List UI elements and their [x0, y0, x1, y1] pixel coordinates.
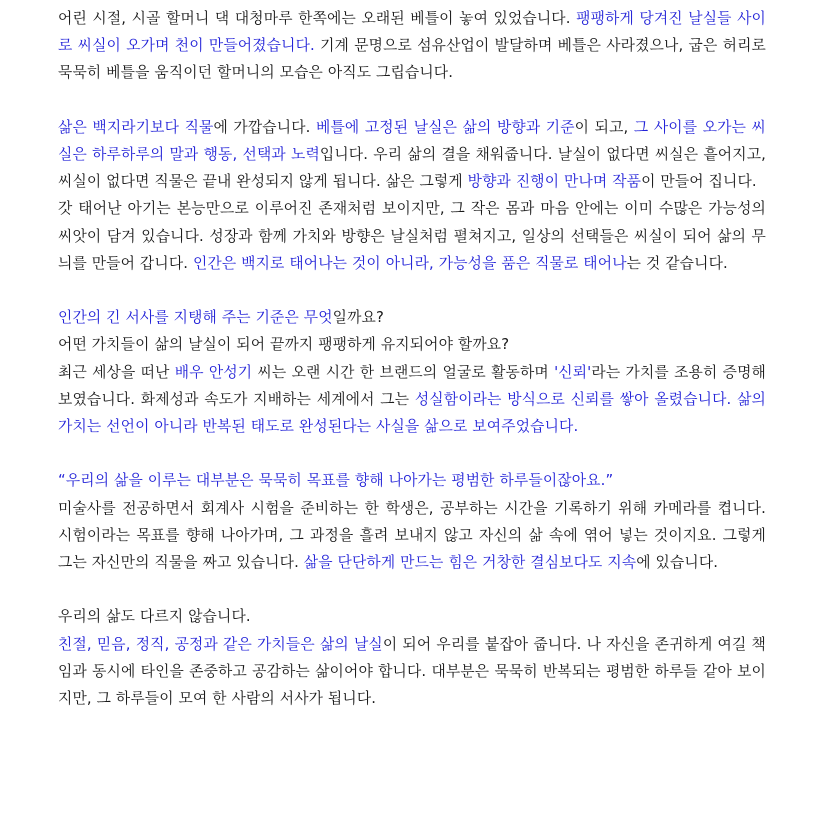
- paragraph-actor: [58, 359, 766, 441]
- text-run: 기계 문명으로 섬유산업이 발달하며 베틀은 사라졌으나, 굽은 허리로 묵묵히 베틀을 움직이던 할머니의 모습은 아직도 그립습니다.: [58, 37, 766, 82]
- highlight-run: 팽팽하게 당겨진 날실들 사이로 씨실이 오가며 천이 만들어졌습니다.: [58, 10, 766, 55]
- text-run: 라는 가치를 조용히 증명해 보였습니다. 화제성과 속도가 지배하는 세계에서 그는: [58, 363, 766, 408]
- highlight-run: 배우 안성기: [174, 363, 253, 381]
- paragraph-our-life: [58, 603, 766, 630]
- paragraph-question-1: [58, 304, 766, 331]
- text-run: 우리의 삶도 다르지 않습니다.: [58, 608, 251, 626]
- text-run: 어떤 가치들이 삶의 날실이 되어 끝까지 팽팽하게 유지되어야 할까요?: [58, 336, 510, 354]
- text-run: 미술사를 전공하면서 회계사 시험을 준비하는 한 학생은, 공부하는 시간을 기록하기 위해 카메라를 켭니다. 시험이라는 목표를 향해 나아가며, 그 과정을 흘려 보내지 않고 자신의 삶 속에 엮어 넣는 것이지요. 그렇게 그는 자신만의 직물을 짜고 있습니다.: [58, 499, 766, 572]
- highlight-run: '신뢰': [554, 363, 592, 381]
- paragraph-values: [58, 631, 766, 713]
- paragraph-intro: [58, 5, 766, 87]
- highlight-run: 인간은 백지로 태어나는 것이 아니라, 가능성을 품은 직물로 태어나: [192, 254, 627, 272]
- text-run: 최근 세상을 떠난: [58, 363, 175, 381]
- paragraph-quote: [58, 467, 766, 494]
- paragraph-gap: [58, 576, 766, 603]
- highlight-run: 친절, 믿음, 정직, 공정과 같은 가치들은 삶의 날실: [58, 635, 383, 653]
- highlight-run: 방향과 진행이 만나며 작품: [467, 173, 642, 191]
- text-run: 씨는 오랜 시간 한 브랜드의 얼굴로 활동하며: [252, 363, 555, 381]
- paragraph-gap: [58, 87, 766, 114]
- paragraph-fabric: [58, 114, 766, 196]
- text-run: 이 되어 우리를 붙잡아 줍니다. 나 자신을 존귀하게 여길 책임과 동시에 타인을 존중하고 공감하는 삶이어야 합니다. 대부분은 묵묵히 반복되는 평범한 하루들 같아 보이지만, 그 하루들이 모여 한 사람의 서사가 됩니다.: [58, 635, 766, 708]
- paragraph-gap: [58, 440, 766, 467]
- paragraph-student: [58, 495, 766, 577]
- text-run: 갓 태어난 아기는 본능만으로 이루어진 존재처럼 보이지만, 그 작은 몸과 마음 안에는 이미 수많은 가능성의 씨앗이 담겨 있습니다. 성장과 함께 가치와 방향은 날실처럼 펼쳐지고, 일상의 선택들은 씨실이 되어 삶의 무늬를 만들어 갑니다.: [58, 200, 766, 272]
- text-run: 일까요?: [332, 309, 385, 327]
- quote-run: “우리의 삶을 이루는 대부분은 묵묵히 목표를 향해 나아가는 평범한 하루들이잖아요.”: [58, 472, 614, 490]
- article-body: [58, 5, 766, 712]
- highlight-run: 베틀에 고정된 날실은 삶의 방향과 기준: [316, 118, 575, 136]
- highlight-run: 그 사이를 오가는 씨실은 하루하루의 말과 행동, 선택과 노력: [58, 118, 766, 163]
- text-run: 이 되고,: [574, 118, 634, 136]
- text-run: 어린 시절, 시골 할머니 댁 대청마루 한쪽에는 오래된 베틀이 놓여 있었습니다.: [58, 10, 577, 27]
- paragraph-baby: [58, 195, 766, 277]
- highlight-run: 삶은 백지라기보다 직물: [58, 118, 214, 136]
- text-run: 에 가깝습니다.: [213, 118, 317, 136]
- text-run: 입니다. 우리 삶의 결을 채워줍니다. 날실이 없다면 씨실은 흩어지고, 씨실이 없다면 직물은 끝내 완성되지 않게 됩니다. 삶은 그렇게: [58, 146, 766, 191]
- paragraph-question-2: [58, 331, 766, 358]
- highlight-run: 삶을 단단하게 만드는 힘은 거창한 결심보다도 지속: [303, 554, 637, 572]
- text-run: 는 것 같습니다.: [626, 254, 728, 272]
- highlight-run: 인간의 긴 서사를 지탱해 주는 기준은 무엇: [58, 309, 333, 327]
- text-run: 이 만들어 집니다.: [641, 173, 757, 191]
- text-run: 에 있습니다.: [636, 554, 719, 572]
- paragraph-gap: [58, 277, 766, 304]
- highlight-run: 성실함이라는 방식으로 신뢰를 쌓아 올렸습니다. 삶의 가치는 선언이 아니라 반복된 태도로 완성된다는 사실을 삶으로 보여주었습니다.: [58, 390, 766, 436]
